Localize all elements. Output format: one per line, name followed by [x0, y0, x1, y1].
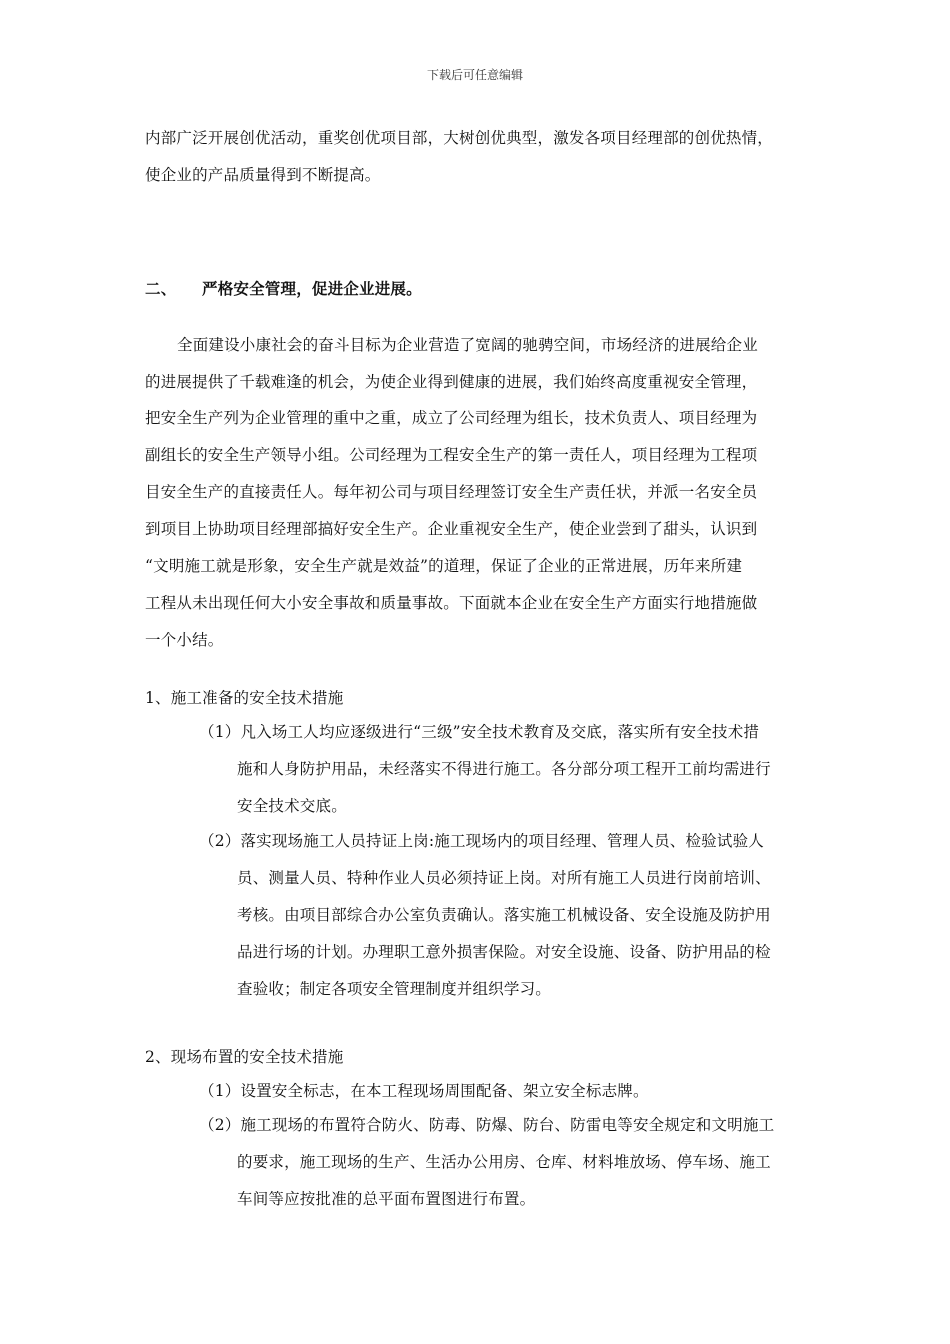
subsection-title: 2、现场布置的安全技术措施 [145, 1048, 344, 1066]
body-text-line: 全面建设小康社会的奋斗目标为企业营造了宽阔的驰骋空间，市场经济的进展给企业 [177, 336, 758, 354]
list-item-line: （1）设置安全标志，在本工程现场周围配备、架立安全标志牌。 [199, 1082, 649, 1100]
body-text-line: “文明施工就是形象，安全生产就是效益”的道理，保证了企业的正常进展，历年来所建 [145, 557, 743, 575]
page-header: 下载后可任意编辑 [426, 68, 523, 82]
body-text-line: 副组长的安全生产领导小组。公司经理为工程安全生产的第一责任人，项目经理为工程项 [145, 446, 758, 464]
list-item-line: 的要求，施工现场的生产、生活办公用房、仓库、材料堆放场、停车场、施工 [237, 1153, 771, 1171]
body-text-line: 使企业的产品质量得到不断提高。 [145, 166, 381, 184]
list-item-line: （2）落实现场施工人员持证上岗:施工现场内的项目经理、管理人员、检验试验人 [199, 832, 764, 850]
section-number: 二、 [145, 279, 177, 298]
list-item-line: 车间等应按批准的总平面布置图进行布置。 [237, 1190, 536, 1208]
list-item-line: 施和人身防护用品，未经落实不得进行施工。各分部分项工程开工前均需进行 [237, 760, 771, 778]
body-text-line: 工程从未出现任何大小安全事故和质量事故。下面就本企业在安全生产方面实行地措施做 [145, 594, 758, 612]
list-item-line: （2）施工现场的布置符合防火、防毒、防爆、防台、防雷电等安全规定和文明施工 [199, 1116, 775, 1134]
body-text-line: 一个小结。 [145, 631, 224, 649]
body-text-line: 把安全生产列为企业管理的重中之重，成立了公司经理为组长，技术负责人、项目经理为 [145, 409, 758, 427]
section-title: 严格安全管理，促进企业进展。 [202, 279, 422, 298]
list-item-line: 安全技术交底。 [237, 797, 347, 815]
body-text-line: 内部广泛开展创优活动，重奖创优项目部，大树创优典型，激发各项目经理部的创优热情， [145, 129, 774, 147]
list-item-line: （1）凡入场工人均应逐级进行“三级”安全技术教育及交底，落实所有安全技术措 [199, 723, 760, 741]
body-text-line: 到项目上协助项目经理部搞好安全生产。企业重视安全生产，使企业尝到了甜头，认识到 [145, 520, 758, 538]
list-item-line: 考核。由项目部综合办公室负责确认。落实施工机械设备、安全设施及防护用 [237, 906, 771, 924]
list-item-line: 查验收；制定各项安全管理制度并组织学习。 [237, 980, 552, 998]
list-item-line: 员、测量人员、特种作业人员必须持证上岗。对所有施工人员进行岗前培训、 [237, 869, 771, 887]
list-item-line: 品进行场的计划。办理职工意外损害保险。对安全设施、设备、防护用品的检 [237, 943, 771, 961]
subsection-title: 1、施工准备的安全技术措施 [145, 689, 344, 707]
body-text-line: 目安全生产的直接责任人。每年初公司与项目经理签订安全生产责任状，并派一名安全员 [145, 483, 758, 501]
body-text-line: 的进展提供了千载难逢的机会，为使企业得到健康的进展，我们始终高度重视安全管理， [145, 373, 758, 391]
